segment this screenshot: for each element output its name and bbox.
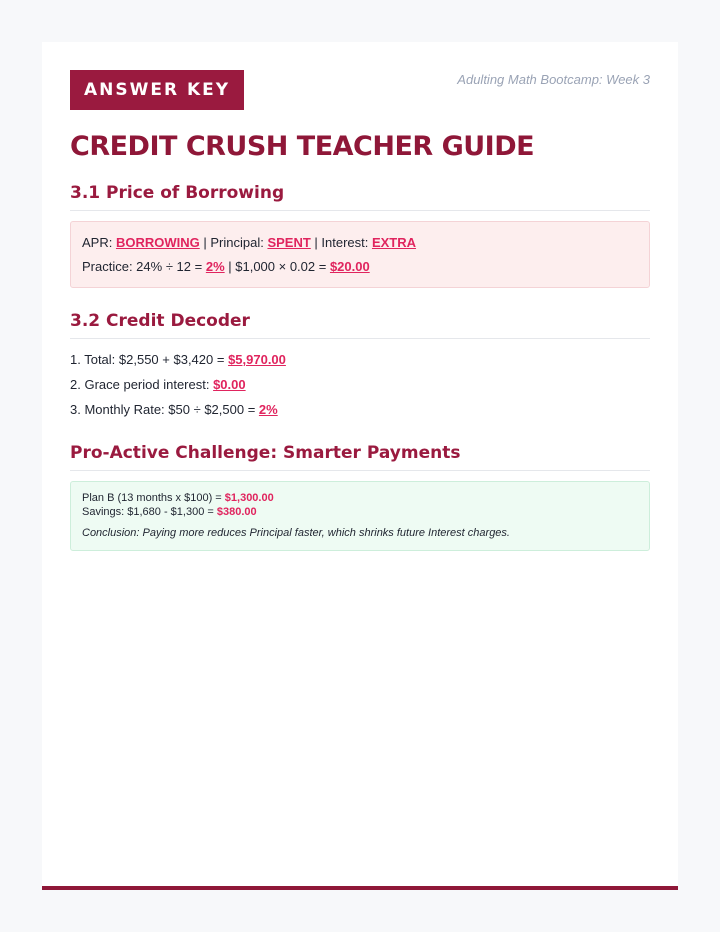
interest-label: | Interest: <box>310 235 372 250</box>
header <box>70 70 650 110</box>
list-item <box>70 372 650 397</box>
savings-answer: $380.00 <box>216 506 257 518</box>
principal-answer: SPENT <box>267 235 311 250</box>
list-item <box>70 347 650 372</box>
plan-b-line <box>82 491 638 505</box>
section-price-of-borrowing-title: 3.1 Price of Borrowing <box>70 182 650 211</box>
practice-middle: | $1,000 × 0.02 = <box>224 259 330 274</box>
course-label: Adulting Math Bootcamp: Week 3 <box>457 72 650 87</box>
interest-answer: EXTRA <box>371 235 417 250</box>
apr-answer: BORROWING <box>115 235 200 250</box>
plan-b-text: Plan B (13 months x $100) = <box>82 492 225 504</box>
question-answer: 2% <box>258 402 278 417</box>
question-answer: $5,970.00 <box>228 352 286 367</box>
answer-key-badge: ANSWER KEY <box>70 70 244 110</box>
page-title: CREDIT CRUSH TEACHER GUIDE <box>70 131 535 162</box>
plan-b-answer: $1,300.00 <box>224 492 274 504</box>
savings-text: Savings: $1,680 - $1,300 = <box>82 506 217 518</box>
challenge-box <box>70 481 650 551</box>
practice-line <box>82 255 638 279</box>
section-challenge-title: Pro-Active Challenge: Smarter Payments <box>70 442 650 471</box>
list-item <box>70 397 650 422</box>
conclusion-text: Conclusion: Paying more reduces Principal faster, which shrinks future Interest charges. <box>82 527 510 539</box>
page-content <box>70 70 650 551</box>
price-of-borrowing-box <box>70 221 650 288</box>
worksheet-page <box>42 42 678 890</box>
monthly-interest-answer: $20.00 <box>329 259 370 274</box>
monthly-rate-answer: 2% <box>205 259 225 274</box>
question-text: 2. Grace period interest: <box>70 377 214 392</box>
savings-line <box>82 505 638 519</box>
apr-label: APR: <box>82 235 116 250</box>
practice-prefix: Practice: 24% ÷ 12 = <box>82 259 206 274</box>
vocab-line <box>82 231 638 255</box>
question-answer: $0.00 <box>213 377 246 392</box>
principal-label: | Principal: <box>199 235 268 250</box>
credit-decoder-list <box>70 347 650 422</box>
question-text: 3. Monthly Rate: $50 ÷ $2,500 = <box>70 402 259 417</box>
section-credit-decoder-title: 3.2 Credit Decoder <box>70 310 650 339</box>
question-text: 1. Total: $2,550 + $3,420 = <box>70 352 229 367</box>
